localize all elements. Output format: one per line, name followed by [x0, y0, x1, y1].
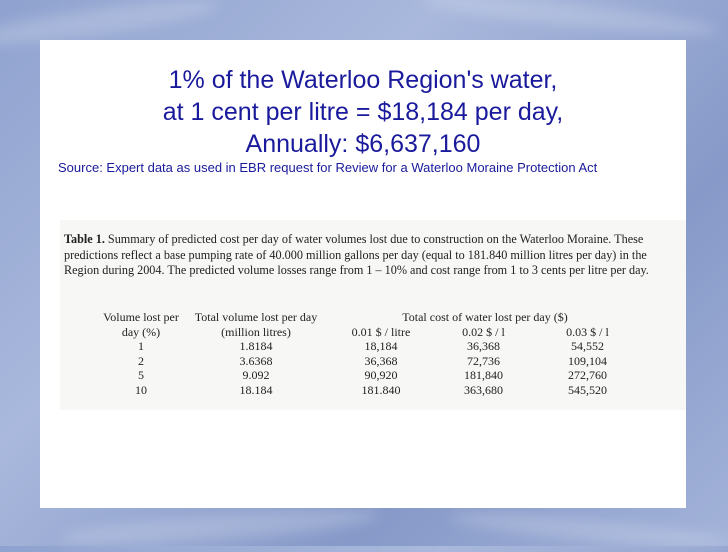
table-cell: 18.184 — [239, 382, 273, 397]
title-line: at 1 cent per litre = $18,184 per day, — [162, 98, 564, 126]
table-cell: 3.6368 — [239, 353, 273, 368]
table-caption-text: Summary of predicted cost per day of water volumes lost due to construction on the Waterloo Moraine. These predictions reflect a base pumping rate of 40.000 million gallons per day (equal to 181.840 million litres per day) in the Region during 2004. The predicted volume losses range from 1 – 10% and cost range from 1 to 3 cents per litre per day. — [64, 232, 649, 277]
column-header: 0.03 $ / l — [566, 324, 609, 339]
column-header: 0.02 $ / l — [462, 324, 505, 339]
table-cell: 72,736 — [467, 353, 500, 368]
table-cell: 181.840 — [361, 382, 401, 397]
table-cell: 5 — [138, 368, 144, 382]
table-cell: 1.8184 — [239, 339, 273, 353]
table-cell: 90,920 — [364, 368, 398, 382]
column-header: Volume lost per — [103, 310, 179, 324]
table-cell: 181,840 — [464, 368, 503, 382]
background-streak — [420, 0, 721, 42]
source-note: Source: Expert data as used in EBR request for Review for a Waterloo Moraine Protection Act — [58, 160, 598, 175]
background-streak — [60, 504, 381, 550]
table-row — [96, 339, 644, 354]
title-line: 1% of the Waterloo Region's water, — [168, 66, 558, 94]
slide-title — [40, 64, 686, 160]
table-cell: 9.092 — [242, 368, 270, 382]
background-streak — [450, 508, 728, 552]
table-cell: 2 — [138, 353, 144, 368]
table-cell: 363,680 — [464, 382, 503, 397]
table-cell: 10 — [135, 382, 147, 397]
table-cell: 36,368 — [467, 339, 500, 353]
column-header: Total volume lost per day — [194, 310, 318, 324]
column-header: 0.01 $ / litre — [351, 324, 411, 339]
table-cell: 54,552 — [571, 339, 604, 353]
table-cell: 18,184 — [364, 339, 398, 353]
table-row — [96, 368, 644, 383]
slide-panel — [40, 40, 686, 508]
table-cell: 545,520 — [568, 382, 607, 397]
table-cell: 1 — [138, 339, 144, 353]
column-header: (million litres) — [221, 324, 291, 339]
column-header: day (%) — [121, 324, 161, 339]
table-cell: 109,104 — [568, 353, 607, 368]
table-cell: 36,368 — [364, 353, 398, 368]
table-row — [96, 383, 644, 398]
title-line: Annually: $6,637,160 — [245, 130, 481, 158]
table-cell: 272,760 — [568, 368, 607, 382]
table-caption — [64, 232, 674, 279]
cost-table — [96, 310, 644, 397]
table-row — [96, 354, 644, 369]
group-header: Total cost of water lost per day ($) — [402, 310, 568, 324]
scanned-table-image — [60, 220, 686, 410]
table-caption-label: Table 1. — [64, 232, 105, 246]
